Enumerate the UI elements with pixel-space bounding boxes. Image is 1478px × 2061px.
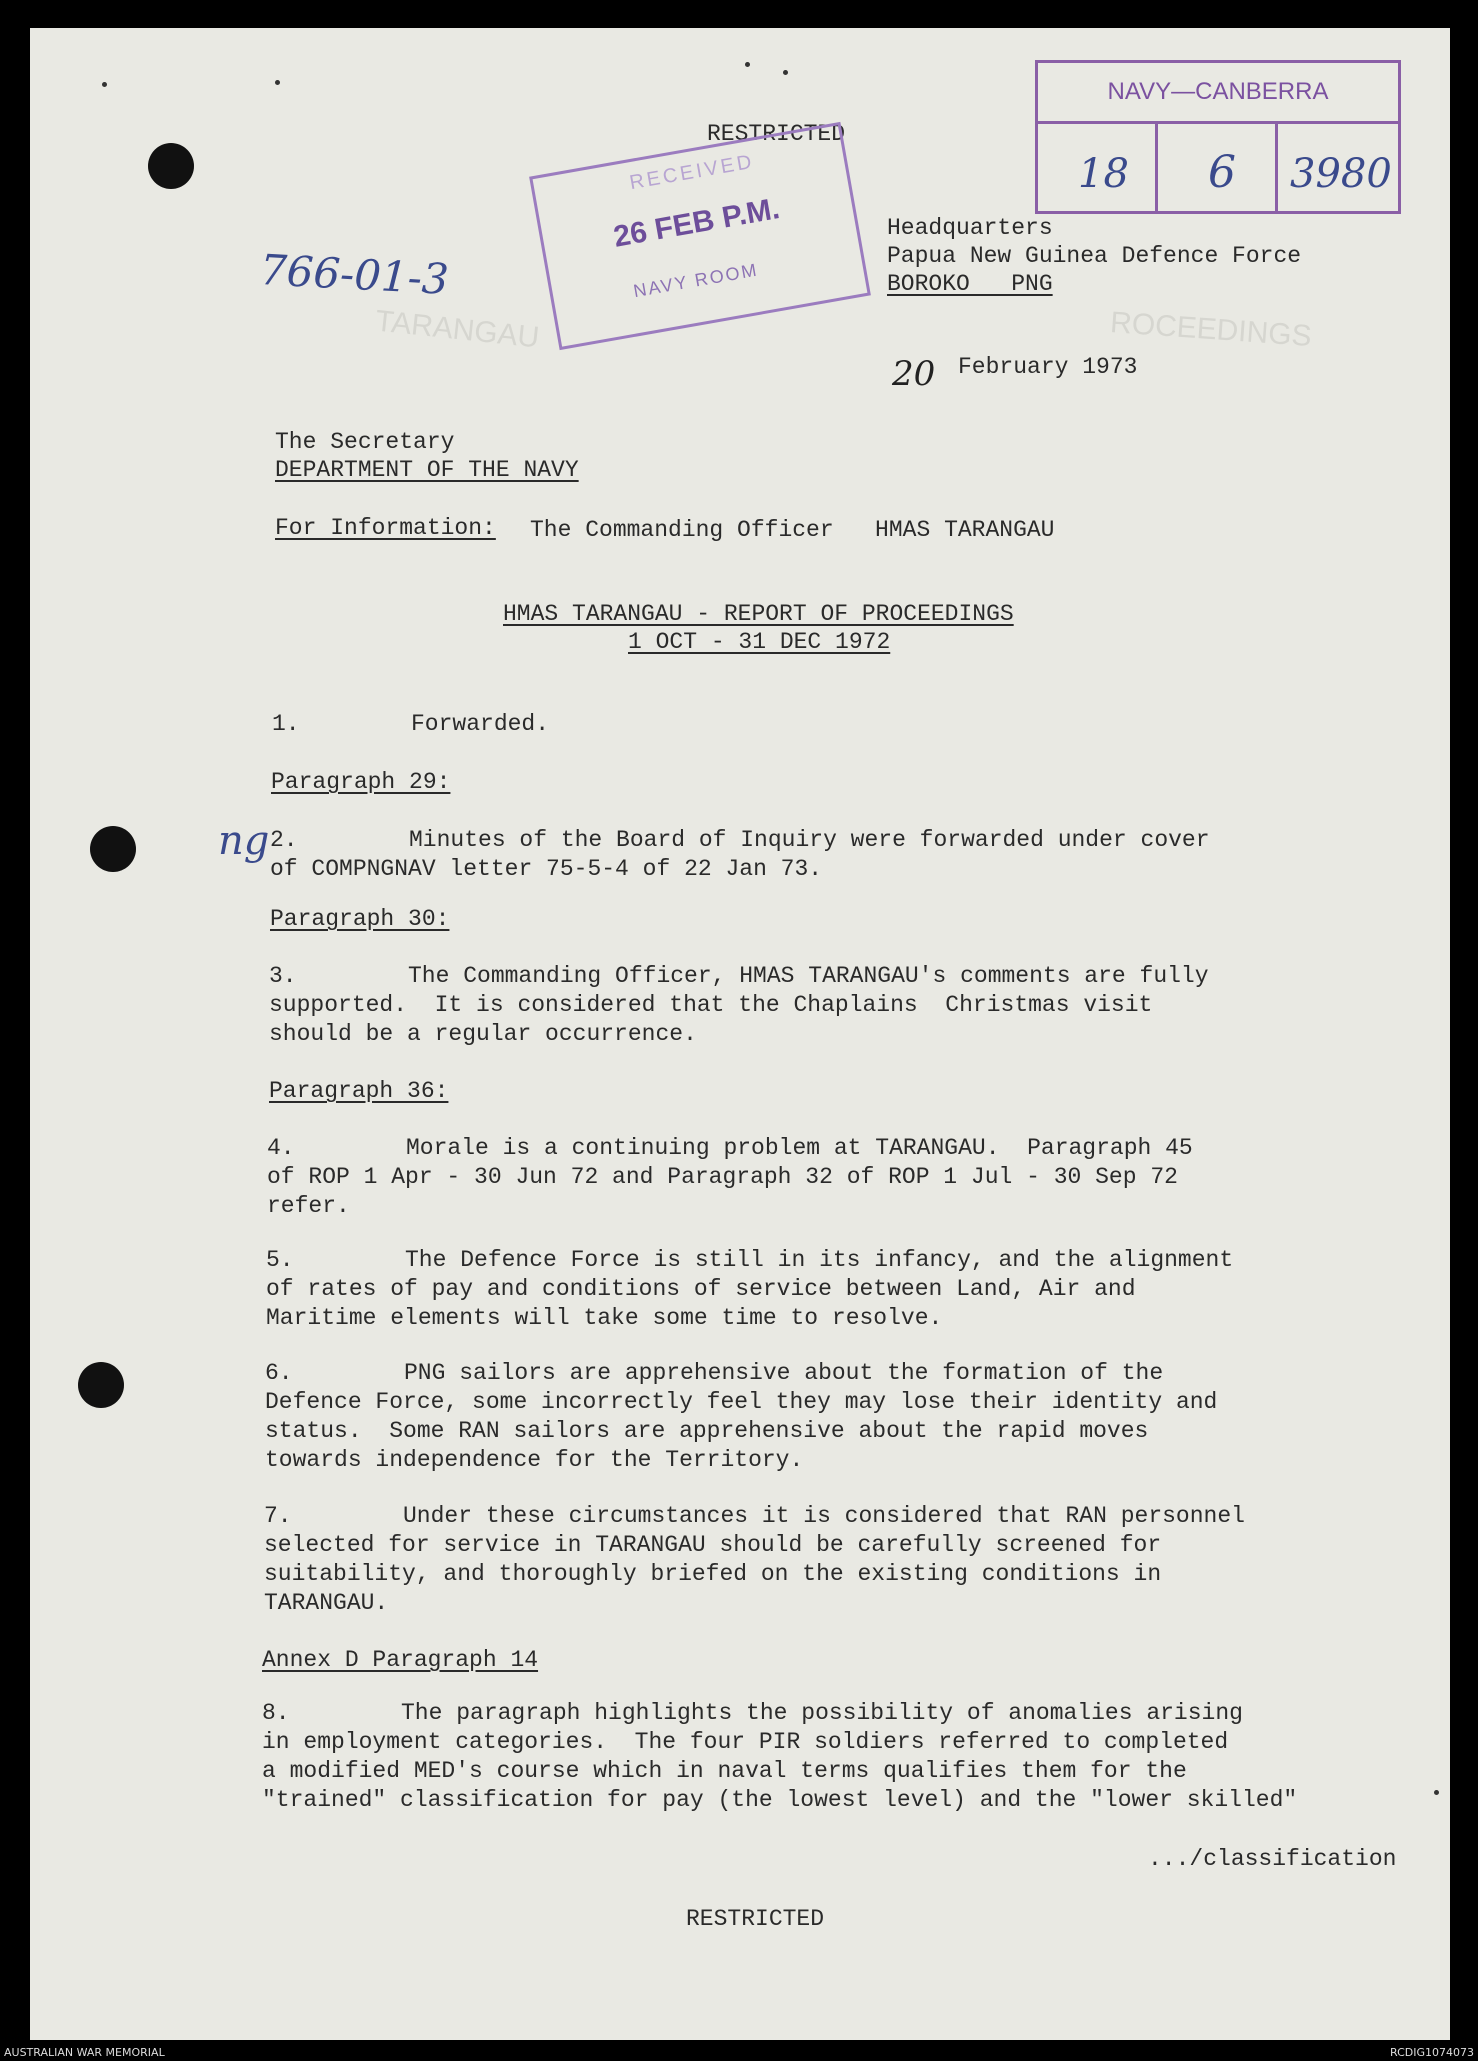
paragraph-6: [265, 1359, 1285, 1475]
paragraph-text: The Commanding Officer, HMAS TARANGAU's comments are fully: [408, 963, 1209, 989]
for-information-text: The Commanding Officer HMAS TARANGAU: [530, 517, 1055, 543]
paper-speck: [1434, 1790, 1439, 1795]
handwritten-initials: ng: [218, 818, 270, 864]
subject-line-1: HMAS TARANGAU - REPORT OF PROCEEDINGS: [503, 601, 1014, 627]
paragraph-number: 5.: [266, 1247, 294, 1273]
section-heading: Paragraph 30:: [270, 906, 450, 932]
recipient-line-2: DEPARTMENT OF THE NAVY: [275, 457, 579, 483]
classification-top: RESTRICTED: [707, 121, 846, 147]
paragraph-1: [272, 710, 1292, 739]
archive-reference: RCDIG1074073: [1389, 2046, 1474, 2059]
paragraph-text: of ROP 1 Apr - 30 Jun 72 and Paragraph 32 of ROP 1 Jul - 30 Sep 72: [267, 1164, 1178, 1190]
paragraph-number: 7.: [264, 1503, 292, 1529]
recipient-line-1: The Secretary: [275, 429, 455, 455]
paragraph-text: towards independence for the Territory.: [265, 1447, 804, 1473]
paragraph-number: 4.: [267, 1135, 295, 1161]
address-line-3: BOROKO PNG: [887, 271, 1053, 297]
paragraph-text: "trained" classification for pay (the lowest level) and the "lower skilled": [262, 1787, 1298, 1813]
received-date-stamp: [529, 122, 871, 350]
section-heading: Annex D Paragraph 14: [262, 1647, 539, 1673]
paragraph-text: Forwarded.: [411, 711, 550, 737]
paragraph-text: selected for service in TARANGAU should be carefully screened for: [264, 1532, 1162, 1558]
paragraph-text: suitability, and thoroughly briefed on the existing conditions in: [264, 1561, 1162, 1587]
paragraph-text: supported. It is considered that the Chaplains Christmas visit: [269, 992, 1153, 1018]
paragraph-4: [267, 1134, 1287, 1221]
show-through-text: ROCEEDINGS: [1109, 306, 1313, 353]
paper-speck: [275, 80, 280, 85]
paragraph-number: 2.: [270, 827, 298, 853]
stamp-cell-value: 6: [1208, 147, 1236, 198]
subject-line-2: 1 OCT - 31 DEC 1972: [628, 629, 891, 655]
paragraph-text: in employment categories. The four PIR soldiers referred to completed: [262, 1729, 1229, 1755]
stamp-received-date: 26 FEB P.M.: [611, 192, 783, 254]
paragraph-8: [262, 1699, 1298, 1815]
paragraph-text: of COMPNGNAV letter 75-5-4 of 22 Jan 73.: [270, 856, 823, 882]
paragraph-number: 3.: [269, 963, 297, 989]
paragraph-number: 8.: [262, 1700, 290, 1726]
paper-speck: [102, 82, 107, 87]
punch-hole-middle: [90, 826, 136, 872]
address-line-2: Papua New Guinea Defence Force: [887, 243, 1302, 269]
navy-canberra-stamp: [1035, 60, 1401, 214]
classification-bottom: RESTRICTED: [686, 1906, 825, 1932]
paragraph-number: 6.: [265, 1360, 293, 1386]
paragraph-text: Maritime elements will take some time to resolve.: [266, 1305, 943, 1331]
paragraph-text: Morale is a continuing problem at TARANGAU. Paragraph 45: [406, 1135, 1193, 1161]
punch-hole-top: [148, 143, 194, 189]
stamp-cell-value: 3980: [1290, 151, 1392, 197]
stamp-received-office: NAVY ROOM: [631, 259, 760, 302]
paragraph-number: 1.: [272, 711, 300, 737]
for-information-label: For Information:: [275, 515, 496, 541]
paragraph-text: status. Some RAN sailors are apprehensive about the rapid moves: [265, 1418, 1149, 1444]
show-through-text: TARANGAU: [373, 304, 541, 355]
paragraph-7: [264, 1502, 1284, 1618]
paragraph-text: The Defence Force is still in its infancy, and the alignment: [405, 1247, 1234, 1273]
stamp-title: NAVY—CANBERRA: [1038, 63, 1398, 124]
archive-credit: AUSTRALIAN WAR MEMORIAL: [4, 2046, 165, 2059]
paragraph-3: [269, 962, 1289, 1049]
section-heading: Paragraph 29:: [271, 769, 451, 795]
paragraph-text: Minutes of the Board of Inquiry were forwarded under cover: [409, 827, 1210, 853]
paragraph-text: should be a regular occurrence.: [269, 1021, 697, 1047]
punch-hole-bottom: [78, 1362, 124, 1408]
paragraph-text: a modified MED's course which in naval terms qualifies them for the: [262, 1758, 1187, 1784]
file-reference: 766-01-3: [258, 245, 450, 304]
paragraph-text: Defence Force, some incorrectly feel they may lose their identity and: [265, 1389, 1218, 1415]
paragraph-text: refer.: [267, 1193, 350, 1219]
date-day: 20: [892, 354, 936, 394]
section-heading: Paragraph 36:: [269, 1078, 449, 1104]
stamp-received-label: RECEIVED: [627, 150, 757, 195]
paragraph-text: PNG sailors are apprehensive about the formation of the: [404, 1360, 1164, 1386]
paragraph-text: of rates of pay and conditions of service between Land, Air and: [266, 1276, 1136, 1302]
paragraph-text: TARANGAU.: [264, 1590, 389, 1616]
paragraph-2: [270, 826, 1290, 884]
paragraph-text: Under these circumstances it is considered that RAN personnel: [403, 1503, 1245, 1529]
paper-speck: [783, 70, 788, 75]
address-line-1: Headquarters: [887, 215, 1053, 241]
stamp-cell-value: 18: [1078, 151, 1129, 197]
paragraph-5: [266, 1246, 1286, 1333]
continuation-marker: .../classification: [1148, 1846, 1397, 1872]
paragraph-text: The paragraph highlights the possibility of anomalies arising: [401, 1700, 1243, 1726]
paper-speck: [745, 62, 750, 67]
date-month-year: February 1973: [958, 354, 1138, 380]
document-page: [30, 28, 1450, 2040]
